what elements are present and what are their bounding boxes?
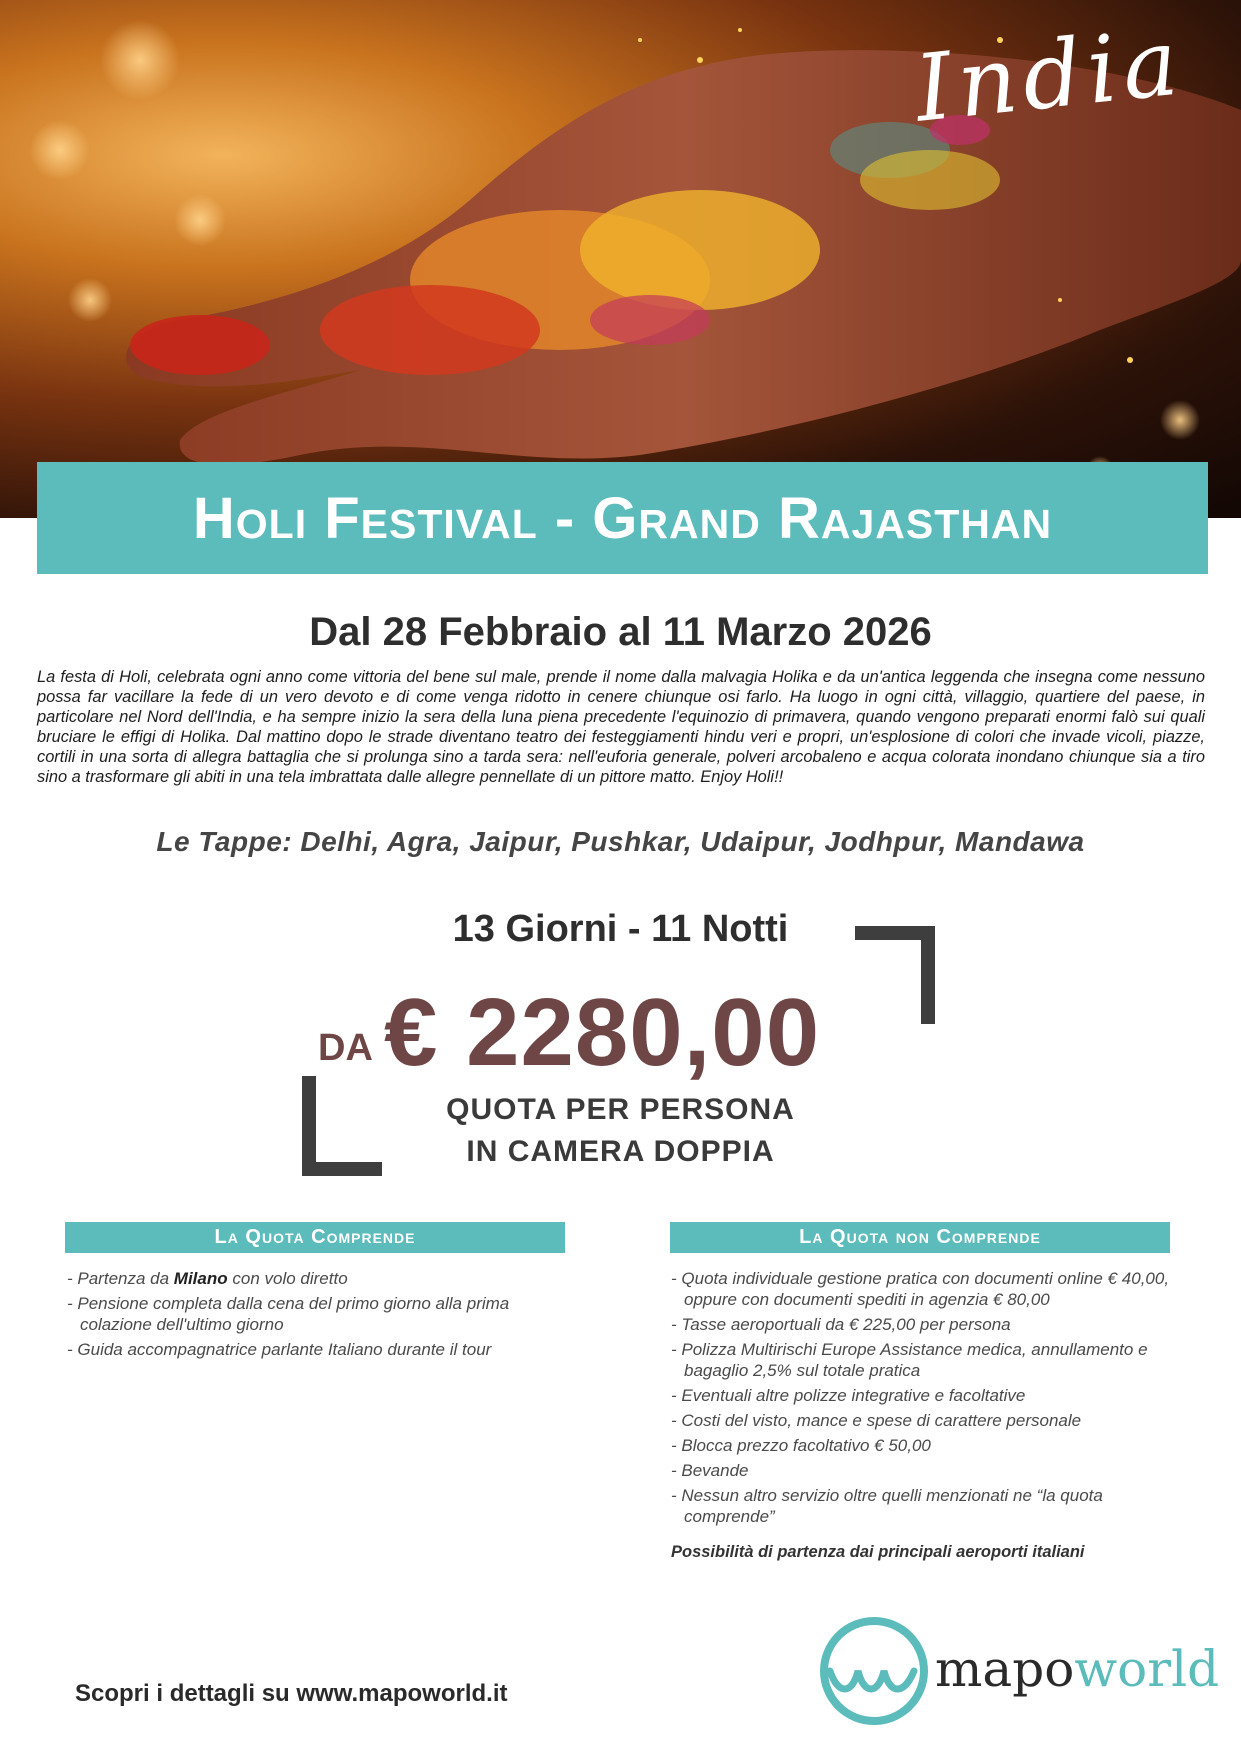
excludes-item: - Quota individuale gestione pratica con documenti online € 40,00, oppure con documenti spediti in agenzia € 80,00 (671, 1268, 1176, 1310)
trip-duration: 13 Giorni - 11 Notti (452, 908, 789, 950)
excludes-item: - Tasse aeroportuali da € 225,00 per persona (671, 1314, 1176, 1335)
excludes-item: - Costi del visto, mance e spese di carattere personale (671, 1410, 1176, 1431)
includes-list (67, 1268, 572, 1364)
includes-item: - Partenza da Milano con volo diretto (67, 1268, 572, 1289)
travel-dates: Dal 28 Febbraio al 11 Marzo 2026 (309, 610, 932, 654)
mapoworld-logo-text: mapoworld (935, 1640, 1220, 1698)
excludes-item: - Blocca prezzo facoltativo € 50,00 (671, 1435, 1176, 1456)
excludes-item: - Polizza Multirischi Europe Assistance medica, annullamento e bagaglio 2,5% sul totale pratica (671, 1339, 1176, 1381)
price-note-line1: QUOTA PER PERSONA (446, 1093, 795, 1126)
excludes-item: - Bevande (671, 1460, 1176, 1481)
intro-paragraph: La festa di Holi, celebrata ogni anno come vittoria del bene sul male, prende il nome dalla malvagia Holika e da un'antica leggenda che insegna come nessuno possa far vacillare la fede di un vero devoto e di come venga ridotto in cenere chiunque osi farlo. Ha luogo in ogni città, villaggio, quartiere del paese, in particolare nel Nord dell'India, e ha sempre inizio la sera della luna piena precedente l'equinozio di primavera, quando vengono preparati enormi falò sui quali bruciare le effigi di Holika. Dal mattino dopo le strade diventano teatro dei festeggiamenti hindu veri e propri, un'esplosione di colori che invade vicoli, piazze, cortili in una sorta di allegra battaglia che si prolunga sino a tarda sera: nell'euforia generale, polveri arcobaleno e acqua colorata inondano chiunque sia a tiro sino a trasformare gli abiti in una tela imbrattata dalle allegre pennellate di un pittore matto. Enjoy Holi!! (37, 668, 1205, 786)
excludes-list (671, 1268, 1176, 1531)
price-note-line2: IN CAMERA DOPPIA (466, 1135, 775, 1168)
itinerary-stages: Le Tappe: Delhi, Agra, Jaipur, Pushkar, Udaipur, Jodhpur, Mandawa (156, 826, 1085, 857)
includes-item: - Pensione completa dalla cena del primo giorno alla prima colazione dell'ultimo giorno (67, 1293, 572, 1335)
price-prefix: DA (318, 1027, 373, 1069)
price-amount: € 2280,00 (384, 979, 821, 1086)
includes-heading: La Quota Comprende (65, 1222, 565, 1253)
departure-note: Possibilità di partenza dai principali aeroporti italiani (671, 1543, 1085, 1561)
website-link[interactable]: Scopri i dettagli su www.mapoworld.it (75, 1680, 508, 1707)
india-script-label: India (910, 8, 1189, 143)
includes-item: - Guida accompagnatrice parlante Italiano durante il tour (67, 1339, 572, 1360)
excludes-heading: La Quota non Comprende (670, 1222, 1170, 1253)
corner-bracket-top-right-vertical (921, 926, 935, 1024)
hero-image (0, 0, 1241, 518)
excludes-item: - Eventuali altre polizze integrative e facoltative (671, 1385, 1176, 1406)
title-banner (37, 462, 1208, 574)
excludes-item: - Nessun altro servizio oltre quelli menzionati ne “la quota comprende” (671, 1485, 1176, 1527)
page-title: Holi Festival - Grand Rajasthan (192, 485, 1053, 551)
